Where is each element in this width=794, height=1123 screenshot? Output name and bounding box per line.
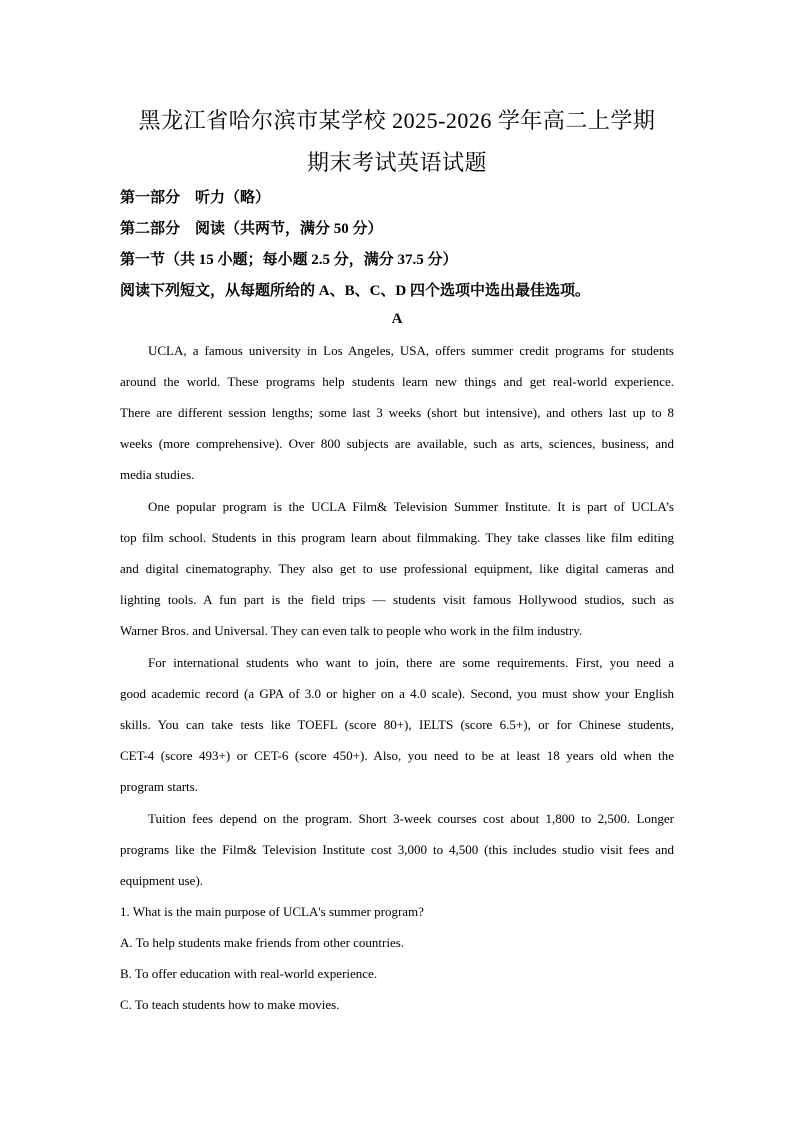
question-1-option-a: A. To help students make friends from other countries.	[120, 935, 405, 950]
passage-line: One popular program is the UCLA Film& Television Summer Institute. It is part of UCLA’s	[148, 499, 674, 514]
passage-line: CET-4 (score 493+) or CET-6 (score 450+). Also, you need to be at least 18 years old when the	[120, 748, 674, 763]
passage-line: program starts.	[120, 779, 198, 794]
passage-line: equipment use).	[120, 873, 204, 888]
passage-line: For international students who want to join, there are some requirements. First, you need a	[148, 655, 674, 670]
exam-title-line2: 期末考试英语试题	[306, 150, 487, 175]
passage-line: Tuition fees depend on the program. Short 3-week courses cost about 1,800 to 2,500. Longer	[148, 811, 674, 826]
section1-heading: 第一节（共 15 小题；每小题 2.5 分，满分 37.5 分）	[120, 252, 458, 268]
passage-line: UCLA, a famous university in Los Angeles, USA, offers summer credit programs for students	[148, 343, 674, 358]
passage-line: media studies.	[120, 467, 195, 482]
passage-line: Warner Bros. and Universal. They can even talk to people who work in the film industry.	[120, 623, 583, 638]
passage-letter: A	[391, 311, 403, 327]
passage-line: lighting tools. A fun part is the field trips — students visit famous Hollywood studios, such as	[120, 592, 674, 607]
passage-line: good academic record (a GPA of 3.0 or higher on a 4.0 scale). Second, you must show your English	[120, 686, 674, 701]
passage-line: skills. You can take tests like TOEFL (score 80+), IELTS (score 6.5+), or for Chinese students,	[120, 717, 674, 732]
passage-line: programs like the Film& Television Institute cost 3,000 to 4,500 (this includes studio visit fees and	[120, 842, 674, 857]
instruction-text: 阅读下列短文，从每题所给的 A、B、C、D 四个选项中选出最佳选项。	[120, 283, 591, 299]
passage-line: and digital cinematography. They also get to use professional equipment, like digital cameras and	[120, 561, 674, 576]
part1-heading: 第一部分 听力（略）	[120, 190, 271, 206]
passage-line: around the world. These programs help students learn new things and get real-world experience.	[120, 374, 674, 389]
passage-line: top film school. Students in this program learn about filmmaking. They take classes like film editing	[120, 530, 674, 545]
exam-title-line1: 黑龙江省哈尔滨市某学校 2025-2026 学年高二上学期	[138, 108, 656, 133]
part2-heading: 第二部分 阅读（共两节，满分 50 分）	[120, 221, 383, 237]
question-1-option-b: B. To offer education with real-world experience.	[120, 966, 378, 981]
passage-line: weeks (more comprehensive). Over 800 subjects are available, such as arts, sciences, business, and	[120, 436, 674, 451]
passage-line: There are different session lengths; some last 3 weeks (short but intensive), and others last up to 8	[120, 405, 674, 420]
question-1-stem: 1. What is the main purpose of UCLA's summer program?	[120, 904, 424, 919]
question-1-option-c: C. To teach students how to make movies.	[120, 997, 340, 1012]
